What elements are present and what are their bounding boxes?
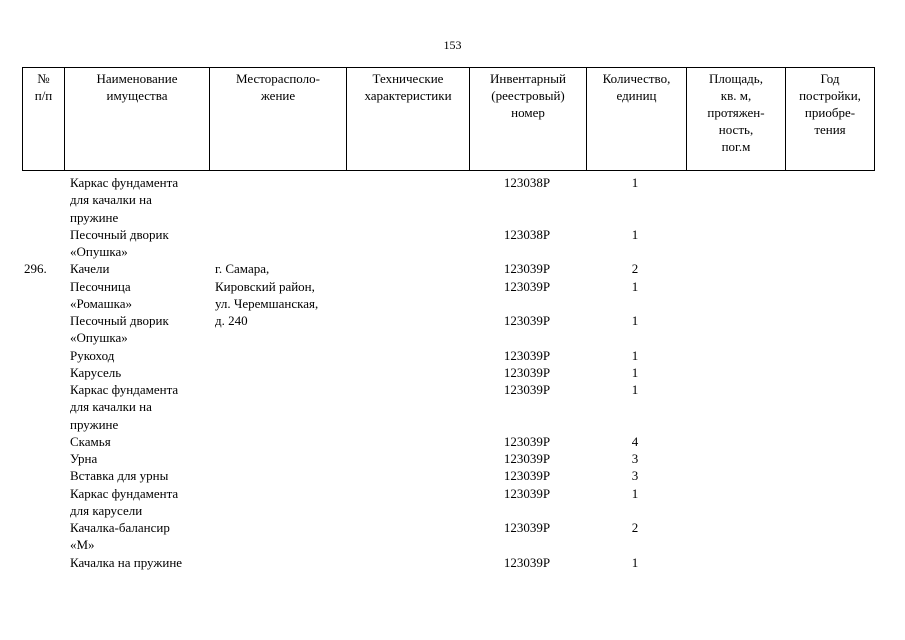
header-property-name: Наименование имущества [65,68,210,170]
table-row [22,519,875,536]
table-row [22,433,875,450]
table-row [22,226,875,243]
property-name-cell: Качалка на пружине [70,554,183,570]
property-name-cell: для качалки на [70,192,152,208]
location-cell: ул. Черемшанская, [215,295,319,311]
inventory-number-cell: 123039Р [503,451,551,466]
table-row [22,260,875,277]
quantity-cell: 1 [631,554,639,570]
property-name-cell: «Опушка» [70,244,128,259]
quantity-cell: 2 [631,261,639,277]
inventory-number-cell: 123038Р [503,175,551,190]
property-name-cell: Песочный дворик [70,226,169,242]
quantity-cell: 1 [631,382,639,397]
property-name-cell: Вставка для урны [70,468,169,484]
row-number-cell: 296. [24,261,47,277]
property-name-cell: пружине [70,416,119,432]
property-name-cell: Каркас фундамента [70,485,179,501]
table-row [22,398,875,415]
table-row [22,381,875,398]
inventory-number-cell: 123039Р [503,520,551,535]
location-cell: д. 240 [215,313,248,328]
quantity-cell: 1 [631,347,639,363]
property-name-cell: Качалка-балансир [70,520,170,535]
inventory-number-cell: 123039Р [503,433,551,449]
header-area: Площадь, кв. м, протяжен- ность, пог.м [687,68,786,170]
property-name-cell: для карусели [70,502,143,518]
property-name-cell: для качалки на [70,399,152,415]
table-row [22,347,875,364]
inventory-number-cell: 123039Р [503,382,551,397]
property-name-cell: Качели [70,261,110,277]
table-row [22,416,875,433]
table-row [22,329,875,346]
property-name-cell: «М» [70,537,95,553]
header-location: Месторасполо- жение [210,68,347,170]
property-name-cell: Каркас фундамента [70,382,179,397]
quantity-cell: 1 [631,226,639,242]
inventory-number-cell: 123039Р [503,347,551,363]
table-row [22,209,875,226]
property-name-cell: Карусель [70,364,122,380]
table-row [22,467,875,484]
property-name-cell: «Опушка» [70,330,128,346]
quantity-cell: 3 [631,468,639,484]
quantity-cell: 1 [631,278,639,294]
property-name-cell: пружине [70,209,119,225]
table-row [22,364,875,381]
inventory-number-cell: 123039Р [503,485,551,501]
header-year: Год постройки, приобре- тения [799,71,861,137]
table-row [22,312,875,329]
location-cell: Кировский район, [215,278,315,294]
location-cell: г. Самара, [215,261,270,277]
quantity-cell: 2 [631,520,639,535]
table-row [22,278,875,295]
table-row [22,554,875,571]
property-name-cell: Скамья [70,433,111,449]
header-inventory-number: Инвентарный (реестровый) номер [470,68,587,170]
quantity-cell: 1 [631,175,639,190]
property-name-cell: «Ромашка» [70,295,132,311]
inventory-number-cell: 123039Р [503,313,551,328]
table-row [22,191,875,208]
table-row [22,502,875,519]
table-row [22,174,875,191]
table-row [22,243,875,260]
property-name-cell: Песочница [70,278,131,294]
quantity-cell: 3 [631,451,639,466]
inventory-number-cell: 123039Р [503,364,551,380]
quantity-cell: 4 [631,433,639,449]
quantity-cell: 1 [631,313,639,328]
table-row [22,536,875,553]
property-name-cell: Рукоход [70,347,115,363]
property-name-cell: Урна [70,451,98,466]
header-row-number: № п/п [23,68,65,170]
inventory-number-cell: 123039Р [503,278,551,294]
inventory-number-cell: 123038Р [503,226,551,242]
property-name-cell: Песочный дворик [70,313,169,328]
table-row [22,450,875,467]
table-row [22,295,875,312]
inventory-number-cell: 123039Р [503,261,551,277]
inventory-number-cell: 123039Р [503,554,551,570]
quantity-cell: 1 [631,364,639,380]
quantity-cell: 1 [631,485,639,501]
page-number: 153 [443,38,462,52]
header-quantity: Количество, единиц [587,68,687,170]
header-technical: Технические характеристики [347,68,470,170]
inventory-number-cell: 123039Р [503,468,551,484]
property-name-cell: Каркас фундамента [70,175,179,190]
table-row [22,485,875,502]
table-header [22,67,875,171]
